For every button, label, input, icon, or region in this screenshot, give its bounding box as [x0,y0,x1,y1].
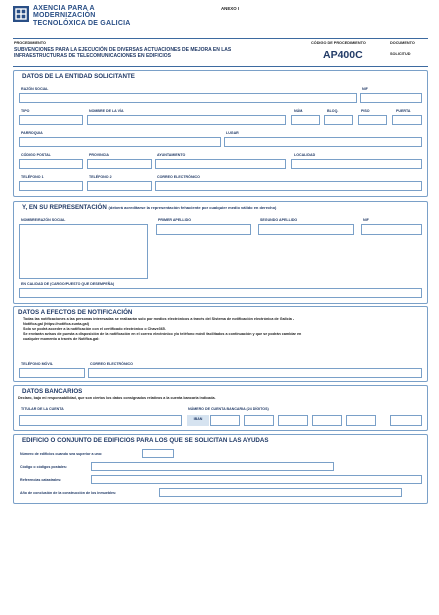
field-telefono-1[interactable] [19,181,83,191]
field-num-edificios[interactable] [142,449,174,458]
field-codigo-postal[interactable] [19,159,83,169]
field-correo[interactable] [155,181,422,191]
section-bank-details [13,385,428,431]
iban-prefix: IBAN [187,415,209,426]
label-nif: NIF [362,87,368,91]
field-razon-social[interactable] [19,93,357,103]
procedure-title: SUBVENCIONES PARA LA EJECUCIÓN DE DIVERSAS ACTUACIONES DE MEJORA EN LAS INFRAESTRUCTURAS DE TELECOMUNICACIONES EN EDIFICIOS [14,47,232,59]
field-piso[interactable] [358,115,387,125]
field-parroquia[interactable] [19,137,221,147]
procedure-label: PROCEDIMIENTO [14,41,46,45]
label-localidad: LOCALIDAD [294,153,316,157]
notification-text [23,317,423,342]
header-top-rule [13,38,428,39]
field-iban-3[interactable] [278,415,308,426]
label-telefono-1: TELÉFONO 1 [21,175,44,179]
label-anio-construccion: Año de conclusión de la construcción de los inmuebles: [20,491,117,495]
procedure-code: AP400C [323,49,363,61]
section-title: DATOS DE LA ENTIDAD SOLICITANTE [22,73,135,80]
label-referencias-catastrales: Referencias catastrales: [20,478,62,482]
field-iban-2[interactable] [244,415,274,426]
annex-label: ANEXO I [221,6,240,11]
section-building [13,434,428,504]
label-num: NÚM. [294,109,304,113]
field-iban-6[interactable] [390,415,422,426]
field-anio-construccion[interactable] [159,488,402,497]
field-iban-1[interactable] [210,415,240,426]
label-telefono-movil: TELÉFONO MÓVIL [21,362,53,366]
label-nombre-razon-social: NOMBRE/RAZÓN SOCIAL [21,218,66,222]
notification-line-2: Notifica.gal (https://notifica.xunta.gal) [23,322,89,326]
section-title: EDIFICIO O CONJUNTO DE EDIFICIOS PARA LOS QUE SE SOLICITAN LAS AYUDAS [22,437,269,444]
document-label: DOCUMENTO [390,41,415,45]
notification-line-5: cualquier momento a través de Notifica.gal: [23,337,100,341]
field-referencias-catastrales[interactable] [91,475,422,484]
label-puerta: PUERTA [396,109,411,113]
agency-line-3: TECNOLÓXICA DE GALICIA [33,19,131,27]
field-iban-5[interactable] [346,415,376,426]
label-razon-social: RAZÓN SOCIAL [21,87,49,91]
label-telefono-2: TELÉFONO 2 [89,175,112,179]
notification-line-1: Todas las notificaciones a las personas interesadas se realizarán solo por medios electrónicos a través del Sistema de notificación electrónica de Galicia - [23,317,295,321]
label-piso: PISO [361,109,370,113]
field-bloq[interactable] [324,115,353,125]
field-puerta[interactable] [392,115,422,125]
label-parroquia: PARROQUIA [21,131,43,135]
label-segundo-apellido: SEGUNDO APELLIDO [260,218,298,222]
label-nif-representante: NIF [363,218,369,222]
xunta-logo-icon [13,6,29,22]
procedure-code-label: CÓDIGO DE PROCEDIMIENTO [311,41,366,45]
field-iban-4[interactable] [312,415,342,426]
section-notification [13,306,428,382]
field-nombre-razon-social[interactable] [19,224,148,279]
field-telefono-2[interactable] [87,181,152,191]
field-tipo[interactable] [19,115,83,125]
field-segundo-apellido[interactable] [258,224,354,235]
label-lugar: LUGAR [226,131,239,135]
label-codigos-postales: Código o códigos postales: [20,465,68,469]
field-codigos-postales[interactable] [91,462,334,471]
notification-line-4: Se enviarán avisos de puesta a disposición de la notificación en el correo electrónico y/o teléfono móvil facilitados a continuación y que se podrán cambiar en [23,332,302,336]
bank-declaration [18,396,423,401]
section-title: DATOS BANCARIOS [22,388,83,395]
field-telefono-movil[interactable] [19,368,85,378]
label-bloq: BLOQ. [327,109,339,113]
field-calidad[interactable] [19,288,422,298]
label-primer-apellido: PRIMER APELLIDO [158,218,192,222]
field-nif[interactable] [360,93,422,103]
agency-name [33,5,130,27]
label-nombre-via: NOMBRE DE LA VÍA [89,109,124,113]
field-num[interactable] [291,115,320,125]
bank-declaration-text: Declaro, bajo mi responsabilidad, que son ciertos los datos consignados relativos a la cuenta bancaria indicada. [18,396,216,400]
section-representative [13,201,428,304]
agency-line-2: MODERNIZACIÓN [33,12,96,20]
field-correo-notificacion[interactable] [88,368,422,378]
field-primer-apellido[interactable] [156,224,251,235]
label-calidad: EN CALIDAD DE (CARGO/PUESTO QUE DESEMPEÑA) [21,282,115,286]
label-ayuntamiento: AYUNTAMIENTO [157,153,186,157]
notification-line-3: Solo se podrá acceder a la notificación con el certificado electrónico o Chave365. [23,327,166,331]
field-provincia[interactable] [87,159,152,169]
label-num-edificios: Número de edificios cuando sea superior a uno: [20,452,103,456]
field-nombre-via[interactable] [87,115,286,125]
agency-line-1: AXENCIA PARA A [33,5,95,12]
representation-title: Y, EN SU REPRESENTACIÓN [22,204,107,211]
header-bottom-rule [13,66,428,67]
label-correo-notificacion: CORREO ELECTRÓNICO [90,362,133,366]
label-correo: CORREO ELECTRÓNICO [157,175,200,179]
label-titular: TITULAR DE LA CUENTA [21,407,64,411]
field-localidad[interactable] [291,159,422,169]
section-title [22,204,276,211]
section-applicant-entity [13,70,428,197]
label-numero-cuenta: NÚMERO DE CUENTA BANCARIA (24 DÍGITOS) [188,407,269,411]
label-provincia: PROVINCIA [89,153,109,157]
representation-subtitle: (deberá acreditarse la representación fehaciente por cualquier medio válido en derecho) [108,205,277,210]
document-value: SOLICITUD [390,52,411,56]
field-titular[interactable] [19,415,182,426]
section-title: DATOS A EFECTOS DE NOTIFICACIÓN [18,309,133,316]
field-lugar[interactable] [224,137,422,147]
label-tipo: TIPO [21,109,30,113]
field-nif-representante[interactable] [361,224,422,235]
label-codigo-postal: CÓDIGO POSTAL [21,153,51,157]
field-ayuntamiento[interactable] [155,159,286,169]
